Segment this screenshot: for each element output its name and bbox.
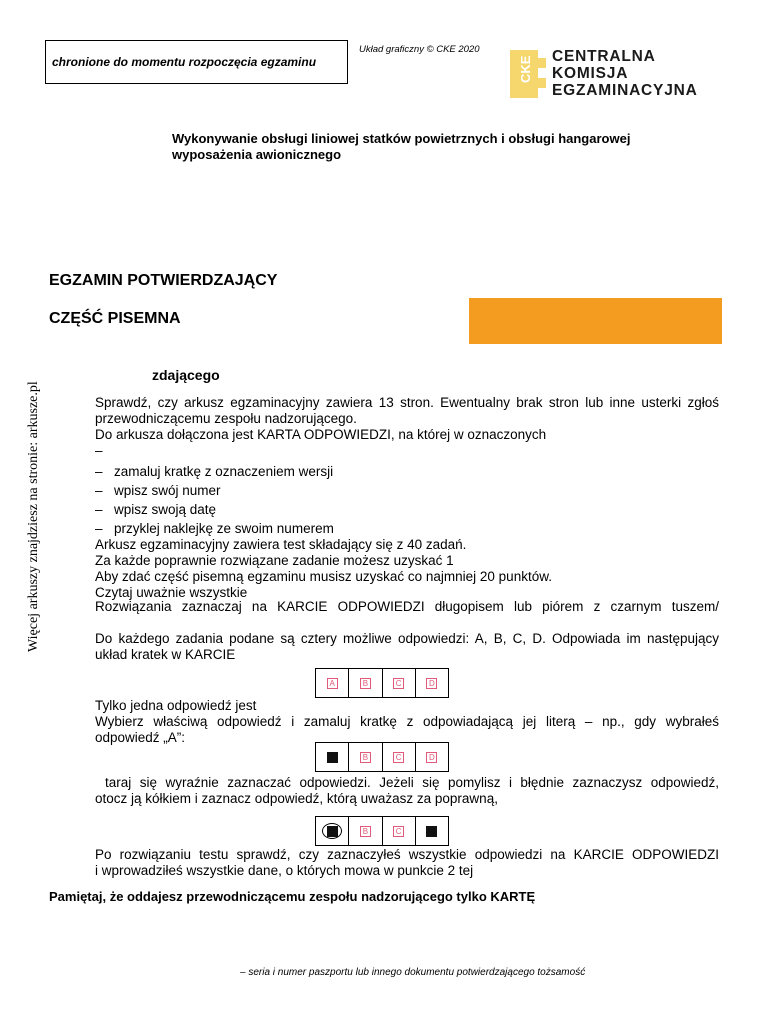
instruction-8-line-1: Do każdego zadania podane są cztery możliwe odpowiedzi: A, B, C, D. Odpowiada im następujący — [95, 631, 719, 646]
answer-cell — [316, 743, 349, 771]
list-item — [95, 521, 334, 537]
answer-cell — [416, 817, 448, 845]
answer-box-b: B — [360, 752, 371, 763]
list-dash: – — [95, 521, 103, 536]
instruction-10-line-2: odpowiedź „A”: — [95, 730, 186, 745]
answer-grid-example-correction — [315, 816, 449, 846]
answer-cell — [349, 669, 382, 697]
answer-box-d: D — [426, 752, 437, 763]
remember-note: Pamiętaj, że oddajesz przewodniczącemu zespołu nadzorującego tylko KARTĘ — [49, 889, 536, 904]
cke-logo — [510, 48, 720, 100]
instruction-6: Czytaj uważnie wszystkie — [95, 585, 248, 600]
correction-circle-icon — [322, 823, 342, 839]
list-item-text: przyklej naklejkę ze swoim numerem — [114, 521, 334, 536]
instruction-12-line-1: Po rozwiązaniu testu sprawdź, czy zaznaczyłeś wszystkie odpowiedzi na KARCIE ODPOWIEDZI — [95, 847, 719, 862]
footnote: – seria i numer paszportu lub innego dokumentu potwierdzającego tożsamość — [240, 967, 586, 978]
qualification-title-line-2: wyposażenia awionicznego — [172, 147, 342, 162]
answer-cell — [416, 743, 448, 771]
answer-cell — [316, 817, 349, 845]
instruction-11-line-1: taraj się wyraźnie zaznaczać odpowiedzi. Jeżeli się pomylisz i błędnie zaznaczysz odpowiedź, — [105, 775, 719, 790]
answer-grid-example-filled — [315, 742, 449, 772]
answer-cell — [349, 817, 382, 845]
cke-logo-mark-icon — [510, 48, 546, 98]
answer-box-a: A — [327, 678, 338, 689]
answer-box-a-filled: A — [327, 752, 338, 763]
instructions-heading: zdającego — [152, 367, 220, 383]
list-dash: – — [95, 443, 103, 458]
list-item — [95, 464, 333, 480]
answer-cell — [383, 669, 416, 697]
exam-part: CZĘŚĆ PISEMNA — [49, 310, 181, 327]
answer-grid-example-empty — [315, 668, 449, 698]
answer-cell — [316, 669, 349, 697]
qualification-title-line-1: Wykonywanie obsługi liniowej statków powietrznych i obsługi hangarowej — [172, 131, 631, 146]
list-dash: – — [95, 502, 103, 517]
protection-note: chronione do momentu rozpoczęcia egzaminu — [52, 55, 317, 69]
protection-note-box — [45, 40, 348, 84]
answer-box-b: B — [360, 826, 371, 837]
answer-box-a-circled: A — [327, 826, 338, 837]
logo-line-1: CENTRALNA — [552, 48, 656, 65]
side-watermark-text: Więcej arkuszy znajdziesz na stronie: arkusze.pl — [26, 381, 41, 652]
answer-box-d-filled: D — [426, 826, 437, 837]
answer-cell — [383, 817, 416, 845]
answer-box-c: C — [393, 752, 404, 763]
answer-box-d: D — [426, 678, 437, 689]
logo-text — [552, 48, 698, 99]
instruction-1-line-1: Sprawdź, czy arkusz egzaminacyjny zawiera 13 stron. Ewentualny brak stron lub inne usterki zgłoś — [95, 395, 719, 410]
instruction-10-line-1: Wybierz właściwą odpowiedź i zamaluj kratkę z odpowiadającą jej literą – np., gdy wybrałeś — [95, 714, 719, 729]
list-item — [95, 502, 216, 518]
list-item-text: wpisz swoją datę — [114, 502, 217, 517]
list-dash: – — [95, 464, 103, 479]
logo-line-3: EGZAMINACYJNA — [552, 82, 698, 99]
layout-copyright-note: Układ graficzny © CKE 2020 — [359, 44, 480, 55]
exam-title: EGZAMIN POTWIERDZAJĄCY — [49, 272, 278, 289]
answer-cell — [383, 743, 416, 771]
list-item-text: wpisz swój numer — [114, 483, 221, 498]
list-item-text: zamaluj kratkę z oznaczeniem wersji — [114, 464, 334, 479]
instruction-11-line-2: otocz ją kółkiem i zaznacz odpowiedź, którą uważasz za poprawną, — [95, 791, 498, 806]
list-item — [95, 483, 221, 499]
instruction-7: Rozwiązania zaznaczaj na KARCIE ODPOWIEDZI długopisem lub piórem z czarnym tuszem/ — [95, 599, 719, 614]
logo-mark-letters: CKE — [518, 55, 533, 83]
orange-label-box — [469, 298, 722, 344]
instruction-8-line-2: układ kratek w KARCIE — [95, 647, 236, 662]
instruction-4: Za każde poprawnie rozwiązane zadanie możesz uzyskać 1 — [95, 553, 454, 568]
instruction-1-line-2: przewodniczącemu zespołu nadzorującego. — [95, 411, 357, 426]
logo-line-2: KOMISJA — [552, 65, 629, 82]
instruction-3: Arkusz egzaminacyjny zawiera test składający się z 40 zadań. — [95, 537, 467, 552]
answer-cell — [416, 669, 448, 697]
answer-box-b: B — [360, 678, 371, 689]
answer-box-c: C — [393, 678, 404, 689]
list-dash: – — [95, 483, 103, 498]
instruction-9: Tylko jedna odpowiedź jest — [95, 698, 257, 713]
instruction-5: Aby zdać część pisemną egzaminu musisz uzyskać co najmniej 20 punktów. — [95, 569, 552, 584]
answer-cell — [349, 743, 382, 771]
instruction-2: Do arkusza dołączona jest KARTA ODPOWIEDZI, na której w oznaczonych — [95, 427, 547, 442]
answer-box-c: C — [393, 826, 404, 837]
qualification-title — [172, 131, 712, 163]
instruction-12-line-2: i wprowadziłeś wszystkie dane, o których mowa w punkcie 2 tej — [95, 863, 474, 878]
